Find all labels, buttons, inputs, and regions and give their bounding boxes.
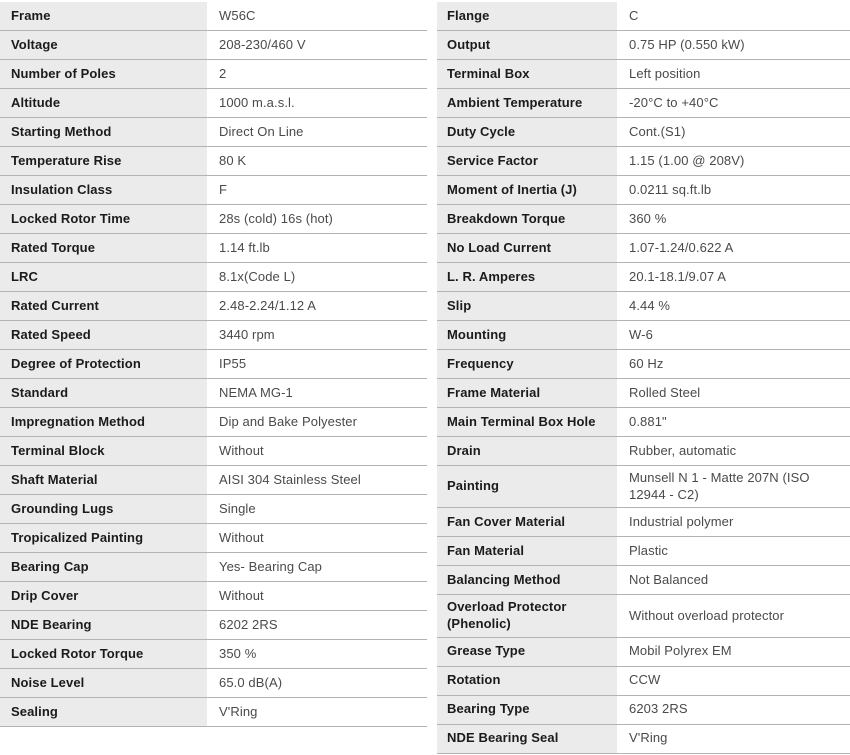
spec-row (0, 234, 427, 263)
spec-row (0, 292, 427, 321)
spec-row (0, 611, 427, 640)
spec-label: Flange (437, 2, 617, 30)
spec-row (437, 321, 850, 350)
spec-value: Rolled Steel (629, 384, 701, 400)
spec-row (437, 466, 850, 508)
spec-value: Rubber, automatic (629, 442, 737, 458)
spec-value: 6203 2RS (629, 701, 688, 717)
spec-row (0, 263, 427, 292)
spec-table-right (437, 2, 850, 754)
spec-value: Industrial polymer (629, 513, 734, 529)
spec-value: 28s (cold) 16s (hot) (219, 210, 333, 226)
spec-row (437, 234, 850, 263)
spec-row (437, 566, 850, 595)
spec-row (437, 725, 850, 754)
spec-row (0, 2, 427, 31)
spec-row (0, 495, 427, 524)
spec-label: Output (437, 31, 617, 59)
spec-label: Noise Level (0, 669, 207, 697)
spec-row (0, 466, 427, 495)
spec-label: Sealing (0, 698, 207, 726)
spec-value: 360 % (629, 210, 667, 226)
spec-value: 2 (219, 65, 227, 81)
spec-label: LRC (0, 263, 207, 291)
spec-row (437, 89, 850, 118)
spec-label: Ambient Temperature (437, 89, 617, 117)
spec-label: Altitude (0, 89, 207, 117)
spec-value: Not Balanced (629, 571, 709, 587)
spec-value: 80 K (219, 152, 247, 168)
spec-label: Frequency (437, 350, 617, 378)
spec-label: Rotation (437, 667, 617, 695)
spec-label: Service Factor (437, 147, 617, 175)
spec-row (437, 118, 850, 147)
spec-value: V'Ring (629, 730, 668, 746)
spec-row (437, 147, 850, 176)
spec-label: Bearing Type (437, 696, 617, 724)
spec-row (437, 638, 850, 667)
spec-value: Mobil Polyrex EM (629, 643, 732, 659)
spec-row (437, 379, 850, 408)
spec-row (437, 205, 850, 234)
spec-value: 2.48-2.24/1.12 A (219, 297, 317, 313)
spec-label: No Load Current (437, 234, 617, 262)
spec-value: Cont.(S1) (629, 123, 686, 139)
spec-row (437, 667, 850, 696)
spec-row (437, 2, 850, 31)
spec-label: Overload Protector (Phenolic) (437, 595, 617, 636)
spec-value: AISI 304 Stainless Steel (219, 471, 361, 487)
spec-row (0, 176, 427, 205)
spec-label: Frame Material (437, 379, 617, 407)
spec-value: Without (219, 442, 264, 458)
spec-value: Direct On Line (219, 123, 304, 139)
spec-label: Rated Speed (0, 321, 207, 349)
spec-label: Bearing Cap (0, 553, 207, 581)
spec-value: NEMA MG-1 (219, 384, 293, 400)
spec-label: Moment of Inertia (J) (437, 176, 617, 204)
spec-row (0, 437, 427, 466)
spec-value: 8.1x(Code L) (219, 268, 296, 284)
spec-row (437, 508, 850, 537)
spec-label: L. R. Amperes (437, 263, 617, 291)
spec-label: Number of Poles (0, 60, 207, 88)
spec-row (0, 408, 427, 437)
spec-row (0, 60, 427, 89)
spec-row (0, 205, 427, 234)
spec-value: 60 Hz (629, 355, 664, 371)
spec-row (0, 147, 427, 176)
spec-value: 1000 m.a.s.l. (219, 94, 295, 110)
spec-label: Fan Cover Material (437, 508, 617, 536)
spec-row (437, 263, 850, 292)
spec-value: 20.1-18.1/9.07 A (629, 268, 727, 284)
spec-value: 0.75 HP (0.550 kW) (629, 36, 745, 52)
spec-label: Duty Cycle (437, 118, 617, 146)
spec-row (437, 408, 850, 437)
spec-value: Single (219, 500, 256, 516)
spec-value: 0.881" (629, 413, 667, 429)
spec-value: 350 % (219, 645, 257, 661)
spec-value: Dip and Bake Polyester (219, 413, 358, 429)
spec-value: C (629, 7, 639, 23)
spec-label: Rated Current (0, 292, 207, 320)
spec-value: 0.0211 sq.ft.lb (629, 181, 712, 197)
spec-value: 3440 rpm (219, 326, 275, 342)
spec-value: Plastic (629, 542, 668, 558)
spec-value: CCW (629, 672, 661, 688)
spec-label: Frame (0, 2, 207, 30)
spec-row (0, 321, 427, 350)
spec-row (0, 31, 427, 60)
spec-label: Slip (437, 292, 617, 320)
spec-row (437, 292, 850, 321)
spec-value: Without (219, 587, 264, 603)
spec-row (0, 698, 427, 727)
spec-row (0, 524, 427, 553)
spec-row (0, 379, 427, 408)
spec-value: 1.07-1.24/0.622 A (629, 239, 734, 255)
spec-label: Drip Cover (0, 582, 207, 610)
spec-row (437, 437, 850, 466)
spec-value: 4.44 % (629, 297, 671, 313)
spec-label: Shaft Material (0, 466, 207, 494)
spec-row (0, 640, 427, 669)
spec-value: W-6 (629, 326, 653, 342)
spec-label: NDE Bearing Seal (437, 725, 617, 753)
spec-value: Without (219, 529, 264, 545)
spec-row (437, 31, 850, 60)
spec-row (437, 350, 850, 379)
spec-label: Starting Method (0, 118, 207, 146)
spec-label: Degree of Protection (0, 350, 207, 378)
spec-row (437, 595, 850, 637)
spec-table-left (0, 2, 427, 727)
spec-row (0, 669, 427, 698)
spec-label: Drain (437, 437, 617, 465)
spec-label: Painting (437, 466, 617, 507)
spec-label: Locked Rotor Time (0, 205, 207, 233)
spec-value: F (219, 181, 228, 197)
spec-label: Impregnation Method (0, 408, 207, 436)
spec-label: Main Terminal Box Hole (437, 408, 617, 436)
spec-row (0, 350, 427, 379)
spec-label: Mounting (437, 321, 617, 349)
spec-row (0, 118, 427, 147)
spec-label: Breakdown Torque (437, 205, 617, 233)
spec-value: Munsell N 1 - Matte 207N (ISO 12944 - C2) (629, 470, 810, 502)
spec-label: Standard (0, 379, 207, 407)
spec-value: Left position (629, 65, 701, 81)
spec-value: W56C (219, 7, 256, 23)
spec-row (437, 696, 850, 725)
spec-value: 1.15 (1.00 @ 208V) (629, 152, 745, 168)
spec-value: Yes- Bearing Cap (219, 558, 323, 574)
spec-row (0, 553, 427, 582)
spec-label: NDE Bearing (0, 611, 207, 639)
spec-label: Tropicalized Painting (0, 524, 207, 552)
spec-value: IP55 (219, 355, 247, 371)
spec-label: Voltage (0, 31, 207, 59)
spec-label: Grease Type (437, 638, 617, 666)
spec-value: -20°C to +40°C (629, 94, 719, 110)
spec-value: Without overload protector (629, 607, 785, 623)
spec-row (0, 89, 427, 118)
spec-row (437, 60, 850, 89)
spec-row (437, 176, 850, 205)
spec-label: Terminal Block (0, 437, 207, 465)
spec-label: Locked Rotor Torque (0, 640, 207, 668)
spec-label: Temperature Rise (0, 147, 207, 175)
spec-label: Rated Torque (0, 234, 207, 262)
spec-label: Fan Material (437, 537, 617, 565)
spec-value: V'Ring (219, 703, 258, 719)
spec-value: 65.0 dB(A) (219, 674, 283, 690)
spec-value: 208-230/460 V (219, 36, 306, 52)
spec-value: 1.14 ft.lb (219, 239, 270, 255)
spec-value: 6202 2RS (219, 616, 278, 632)
spec-label: Insulation Class (0, 176, 207, 204)
spec-row (437, 537, 850, 566)
spec-label: Balancing Method (437, 566, 617, 594)
spec-label: Grounding Lugs (0, 495, 207, 523)
spec-row (0, 582, 427, 611)
spec-label: Terminal Box (437, 60, 617, 88)
